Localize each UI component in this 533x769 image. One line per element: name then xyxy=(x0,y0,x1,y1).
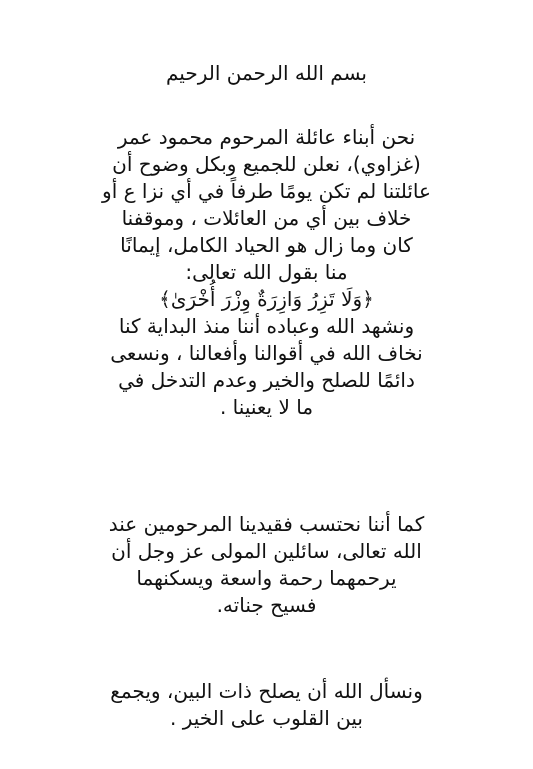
basmala-line: بسم الله الرحمن الرحيم xyxy=(165,61,367,85)
paragraph-line: عائلتنا لم تكن يومًا طرفاً في أي نزا ع أو xyxy=(102,179,431,203)
paragraph-neutrality-statement xyxy=(38,124,495,421)
paragraph-line: كان وما زال هو الحياد الكامل، إيمانًا xyxy=(120,233,413,257)
paragraph-line: ونشهد الله وعباده أننا منذ البداية كنا xyxy=(118,314,415,338)
paragraph-line: الله تعالى، سائلين المولى عز وجل أن xyxy=(111,539,422,563)
paragraph-line: فسيح جناته. xyxy=(216,593,317,617)
quran-verse-line: ﴿وَلَا تَزِرُ وَازِرَةٌ وِزْرَ أُخْرَىٰ﴾ xyxy=(159,287,374,311)
paragraph-closing-prayer xyxy=(38,678,495,732)
paragraph-line: كما أننا نحتسب فقيدينا المرحومين عند xyxy=(108,512,425,536)
paragraph-line: يرحمهما رحمة واسعة ويسكنهما xyxy=(136,566,397,590)
basmala-heading xyxy=(38,60,495,87)
paragraph-line: نحن أبناء عائلة المرحوم محمود عمر xyxy=(117,125,416,149)
paragraph-line: نخاف الله في أقوالنا وأفعالنا ، ونسعى xyxy=(110,341,423,365)
paragraph-line: منا بقول الله تعالى: xyxy=(185,260,348,284)
paragraph-line: دائمًا للصلح والخير وعدم التدخل في xyxy=(118,368,415,392)
paragraph-line: بين القلوب على الخير . xyxy=(169,706,364,730)
paragraph-line: خلاف بين أي من العائلات ، وموقفنا xyxy=(121,206,412,230)
paragraph-line: ونسأل الله أن يصلح ذات البين، ويجمع xyxy=(110,679,423,703)
paragraph-line: ما لا يعنينا . xyxy=(219,395,314,419)
paragraph-condolence xyxy=(38,511,495,619)
paragraph-line: (غزاوي)، نعلن للجميع وبكل وضوح أن xyxy=(112,152,421,176)
